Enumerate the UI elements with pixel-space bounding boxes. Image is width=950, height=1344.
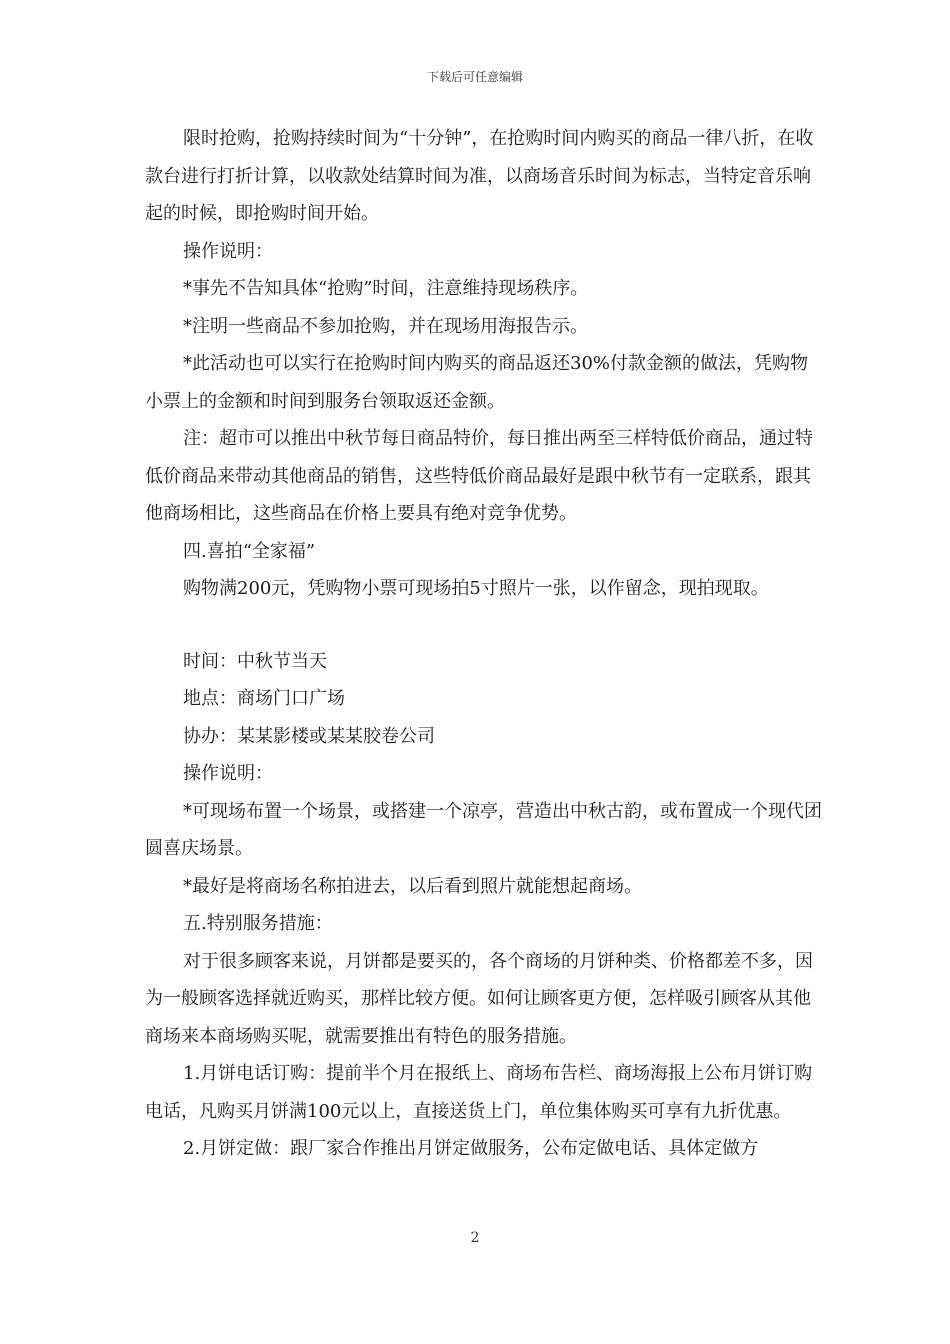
paragraph-note-1: *事先不告知具体“抢购”时间，注意维持现场秩序。 — [183, 278, 589, 299]
paragraph-scene-note: *可现场布置一个场景，或搭建一个凉亭，营造出中秋古韵，或布置成一个现代团圆喜庆场景。 — [145, 800, 822, 859]
paragraph-supermarket-note: 注：超市可以推出中秋节每日商品特价，每日推出两至三样特低价商品，通过特低价商品来带动其他商品的销售，这些特低价商品最好是跟中秋节有一定联系，跟其他商场相比，这些商品在价格上要具有绝对竞争优势。 — [145, 428, 813, 524]
paragraph-time: 时间：中秋节当天 — [183, 650, 327, 672]
page-number: 2 — [470, 1230, 480, 1246]
blank-line — [145, 608, 825, 643]
paragraph-store-name-note: *最好是将商场名称拍进去，以后看到照片就能想起商场。 — [183, 875, 642, 897]
paragraph-instructions-heading: 操作说明： — [183, 240, 273, 262]
document-body — [145, 120, 825, 1168]
paragraph-flash-sale: 限时抢购，抢购持续时间为“十分钟”，在抢购时间内购买的商品一律八折，在收款台进行打折计算，以收款处结算时间为准，以商场音乐时间为标志，当特定音乐响起的时候，即抢购时间开始。 — [145, 128, 814, 224]
paragraph-location: 地点：商场门口广场 — [183, 688, 345, 709]
section-heading-family-photo: 四.喜拍“全家福” — [183, 540, 316, 562]
paragraph-instructions-heading-2: 操作说明： — [183, 763, 273, 784]
paragraph-family-photo: 购物满200元，凭购物小票可现场拍5寸照片一张，以作留念，现拍现取。 — [183, 578, 769, 599]
paragraph-phone-order: 1.月饼电话订购：提前半个月在报纸上、商场布告栏、商场海报上公布月饼订购电话，凡购买月饼满100元以上，直接送货上门，单位集体购买可享有九折优惠。 — [145, 1063, 813, 1122]
paragraph-note-3: *此活动也可以实行在抢购时间内购买的商品返还30%付款金额的做法，凭购物小票上的金额和时间到服务台领取返还金额。 — [145, 353, 809, 412]
paragraph-custom-order: 2.月饼定做：跟厂家合作推出月饼定做服务，公布定做电话、具体定做方 — [183, 1138, 759, 1159]
paragraph-note-2: *注明一些商品不参加抢购，并在现场用海报告示。 — [183, 315, 588, 337]
paragraph-services-intro: 对于很多顾客来说，月饼都是要买的，各个商场的月饼种类、价格都差不多，因为一般顾客选择就近购买，那样比较方便。如何让顾客更方便，怎样吸引顾客从其他商场来本商场购买呢，就需要推出有特色的服务措施。 — [145, 950, 813, 1047]
paragraph-co-organizer: 协办：某某影楼或某某胶卷公司 — [183, 725, 435, 747]
section-heading-special-services: 五.特别服务措施： — [183, 913, 333, 934]
page-header: 下载后可任意编辑 — [426, 70, 523, 84]
